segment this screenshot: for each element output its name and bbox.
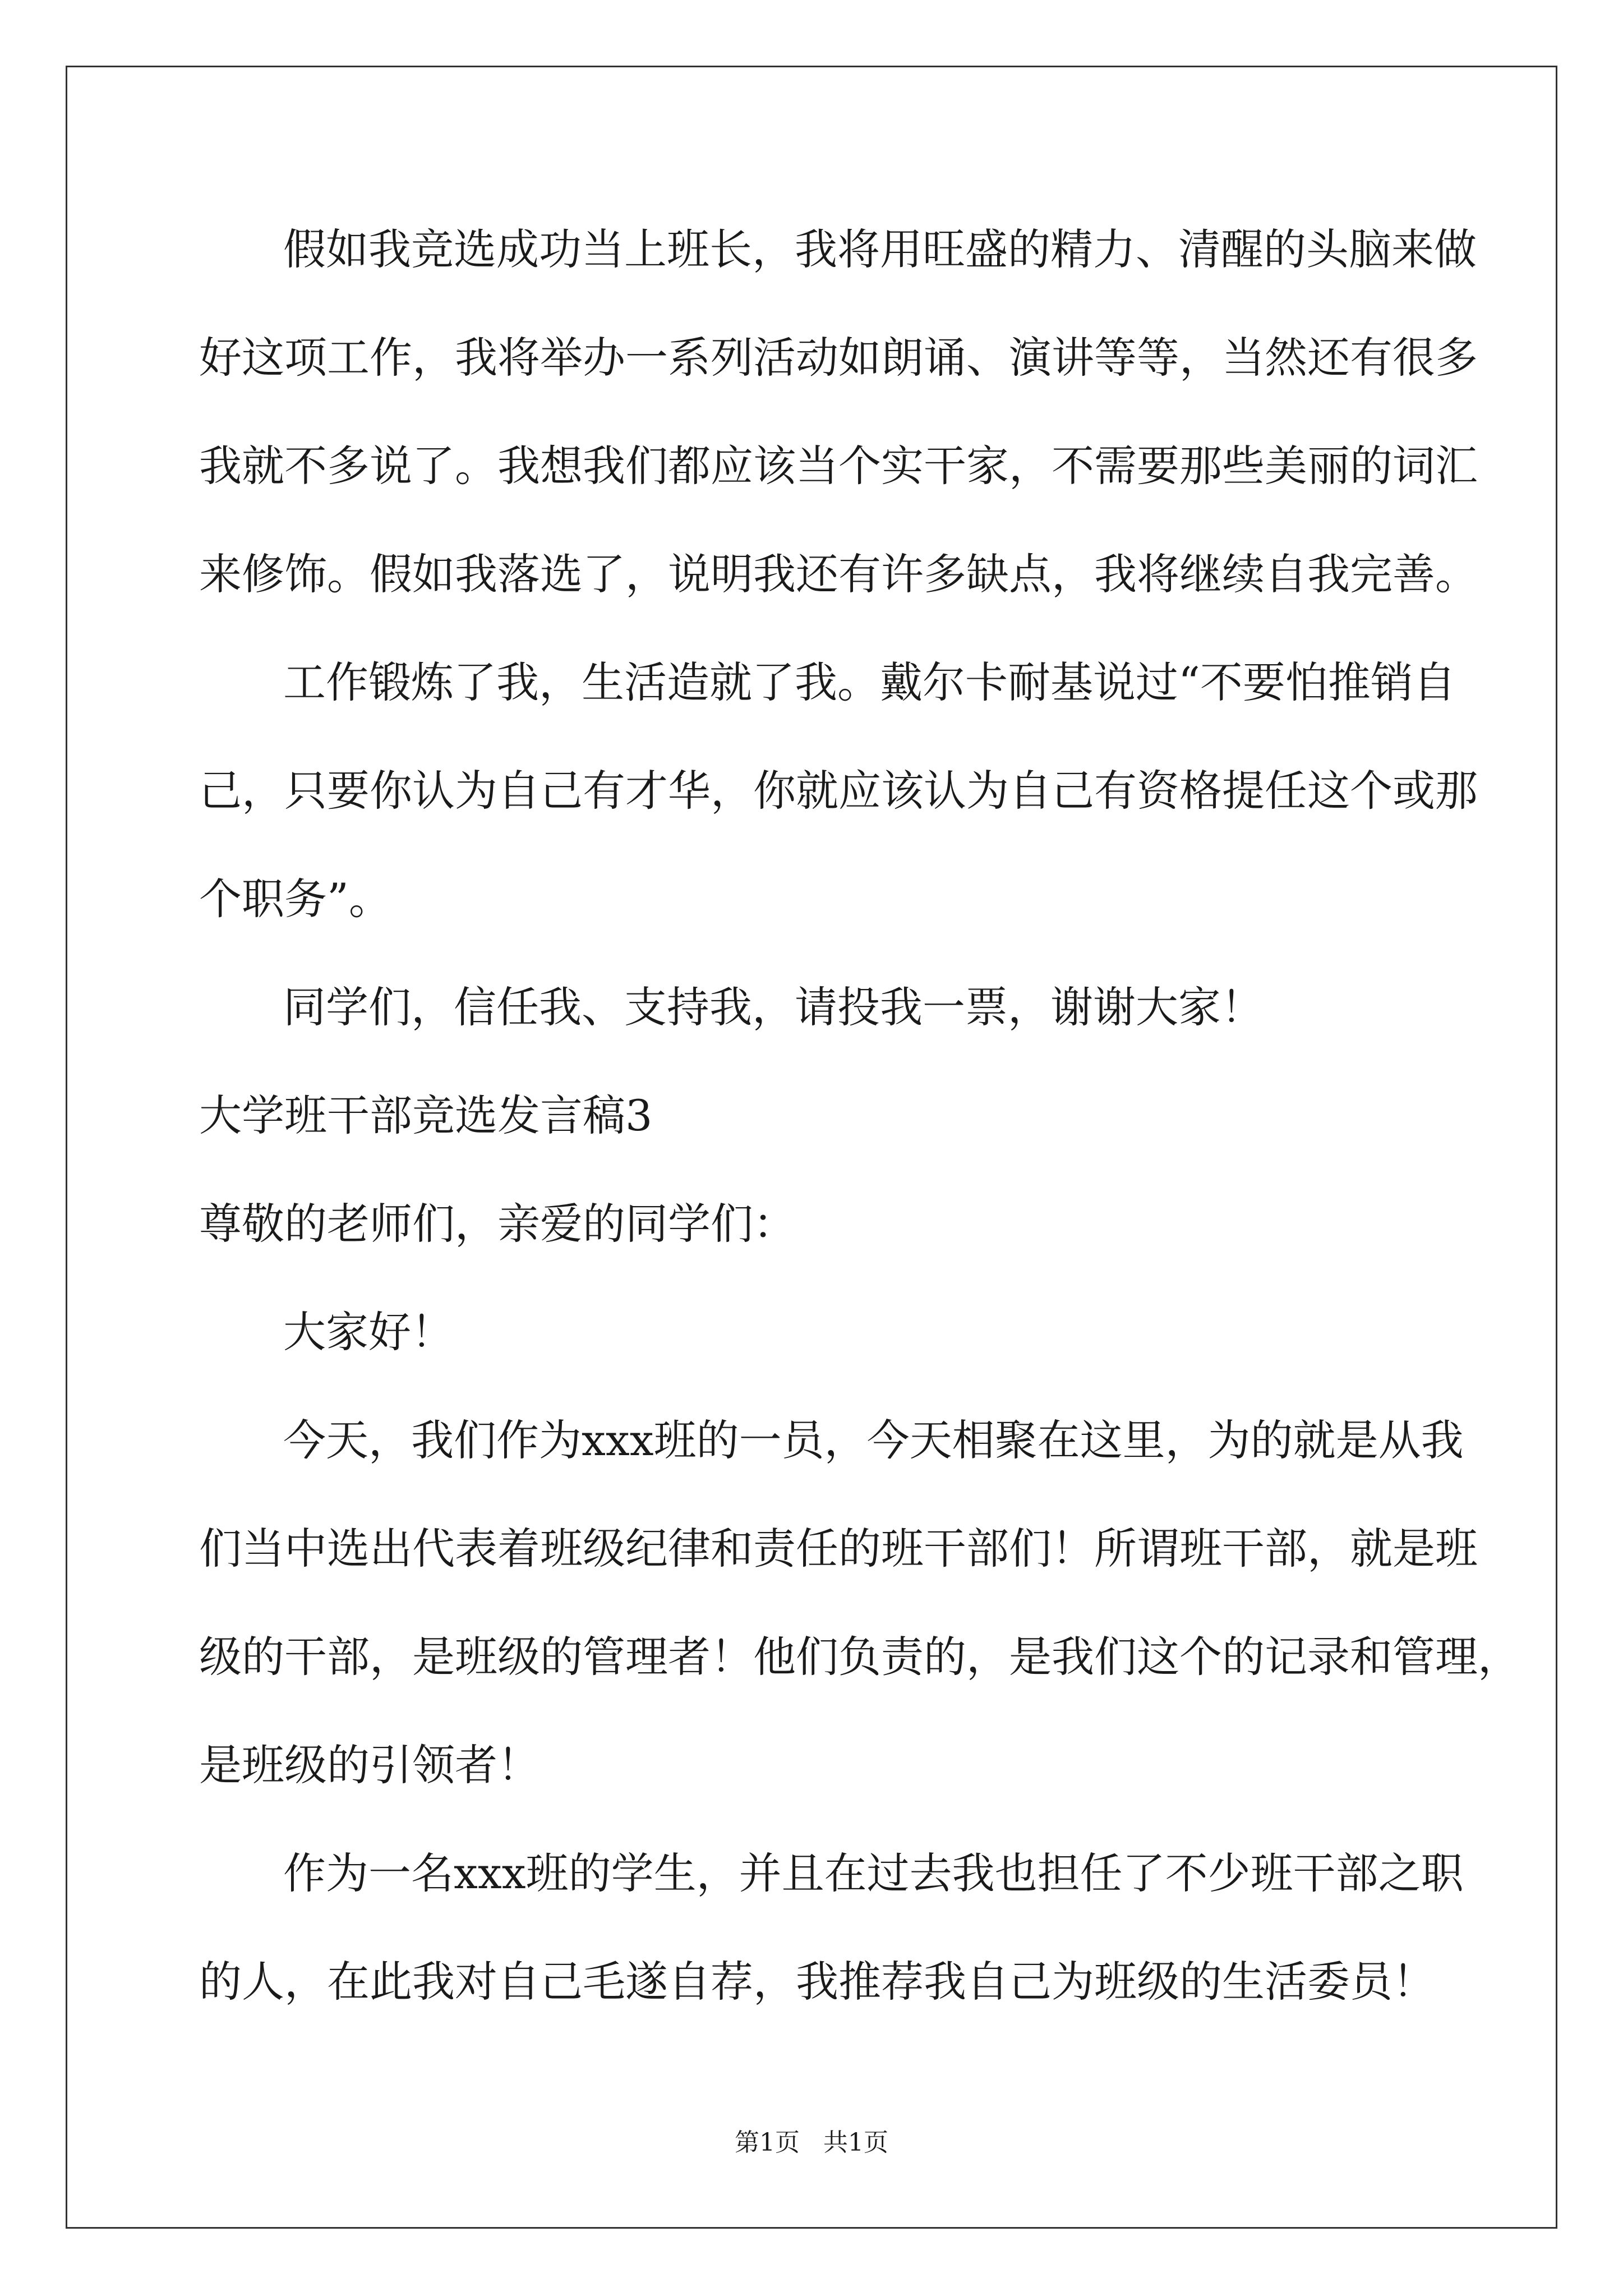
page-number-footer: 第1页 共1页 [735, 2128, 888, 2157]
paragraph-line: 级的干部，是班级的管理者！他们负责的，是我们这个的记录和管理， [199, 1632, 1520, 1682]
paragraph-line: 好这项工作，我将举办一系列活动如朗诵、演讲等等，当然还有很多 [199, 333, 1478, 383]
paragraph-line: 个职务”。 [199, 874, 391, 924]
paragraph-line: 假如我竞选成功当上班长，我将用旺盛的精力、清醒的头脑来做 [283, 224, 1477, 274]
paragraph-line: 们当中选出代表着班级纪律和责任的班干部们！所谓班干部，就是班 [199, 1524, 1478, 1573]
salutation: 尊敬的老师们，亲爱的同学们： [199, 1199, 796, 1249]
paragraph-line: 的人，在此我对自己毛遂自荐，我推荐我自己为班级的生活委员！ [199, 1957, 1435, 2007]
paragraph-line: 同学们，信任我、支持我，请投我一票，谢谢大家！ [283, 982, 1264, 1032]
paragraph-line: 作为一名xxx班的学生，并且在过去我也担任了不少班干部之职 [283, 1848, 1464, 1898]
paragraph-line: 是班级的引领者！ [199, 1740, 540, 1790]
paragraph-line: 工作锻炼了我，生活造就了我。戴尔卡耐基说过“不要怕推销自 [283, 657, 1456, 707]
document-body [199, 216, 1520, 2056]
paragraph-line: 今天，我们作为xxx班的一员，今天相聚在这里，为的就是从我 [283, 1415, 1464, 1465]
paragraph-line: 来修饰。假如我落选了，说明我还有许多缺点，我将继续自我完善。 [199, 549, 1478, 599]
section-heading: 大学班干部竞选发言稿3 [199, 1091, 653, 1140]
paragraph-line: 己，只要你认为自己有才华，你就应该认为自己有资格提任这个或那 [199, 766, 1478, 816]
paragraph-line: 我就不多说了。我想我们都应该当个实干家，不需要那些美丽的词汇 [199, 441, 1478, 491]
greeting: 大家好！ [283, 1307, 454, 1357]
